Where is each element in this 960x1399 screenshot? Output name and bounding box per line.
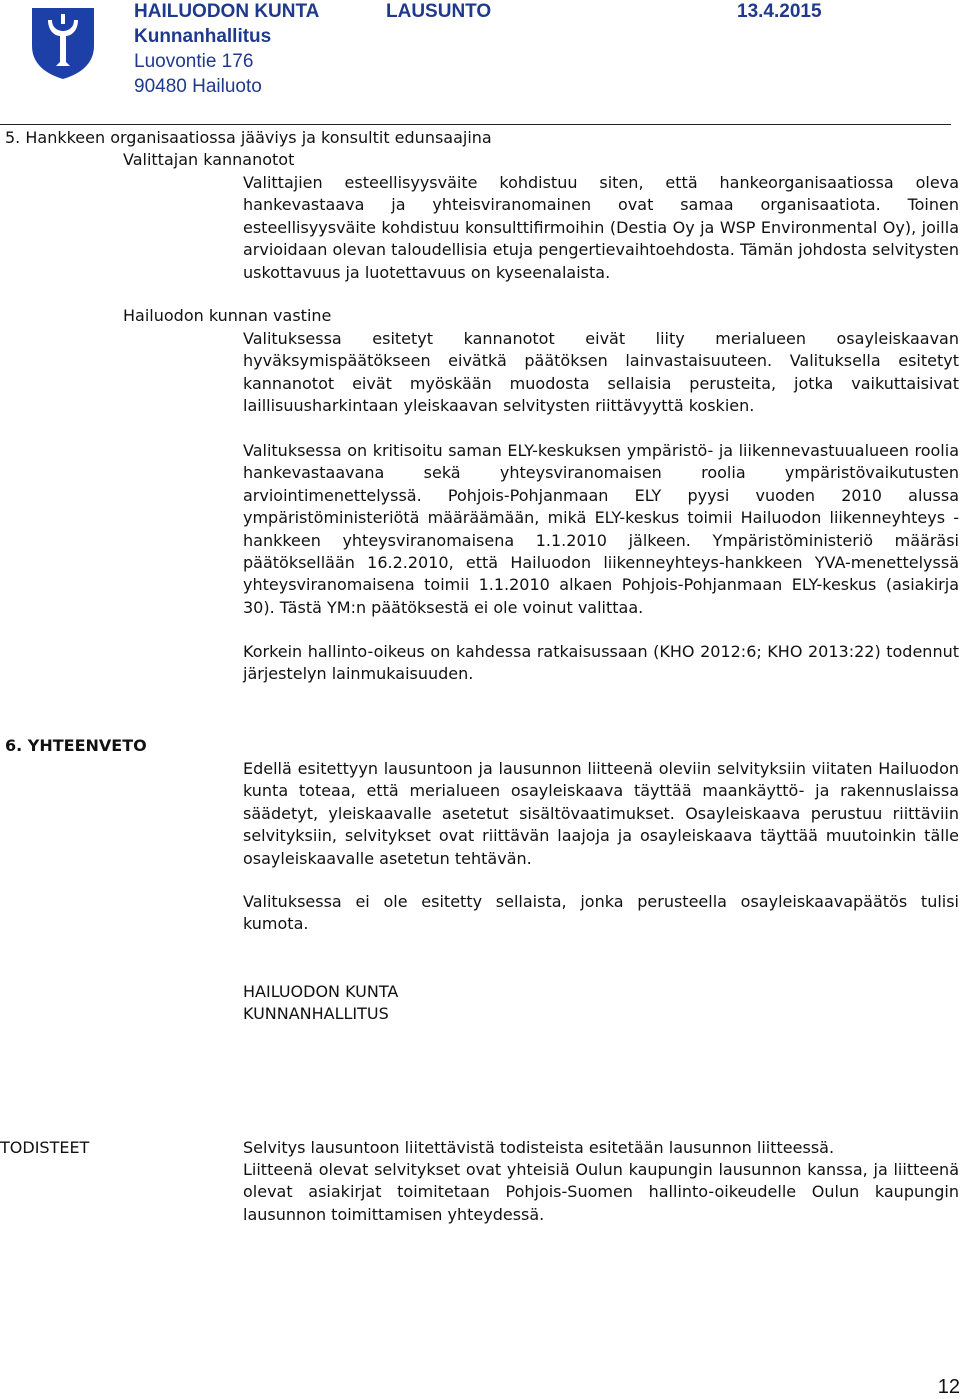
header-divider [0,124,951,125]
page-number: 12 [937,1376,960,1398]
appellant-views-subheading: Valittajan kannanotot [123,150,295,169]
evidence-label: TODISTEET [0,1138,90,1157]
header-date: 13.4.2015 [737,1,822,22]
section-6-heading: 6. YHTEENVETO [5,736,147,755]
appellant-claim-paragraph: Valittajien esteellisyysväite kohdistuu siten, että hankeorganisaatiossa oleva hankevastaava ja yhteisviranomainen ovat samaa organisaatiota. Toinen esteellisyysväite kohdistuu konsulttifirmoihin (Destia Oy ja WSP Environmental Oy), joilla arvioidaan olevan taloudellisia etuja pengertievaihtoehdosta. Tämän johdosta selvitysten uskottavuus ja luotettavuus on kyseenalaista. [243,173,959,282]
summary-paragraph-2: Valituksessa ei ole esitetty sellaista, jonka perusteella osayleiskaavapäätös tulisi kumota. [243,892,959,934]
evidence-paragraph: Liitteenä olevat selvitykset ovat yhteisiä Oulun kaupungin lausunnon kanssa, ja liitteenä olevat asiakirjat toimitetaan Pohjois-Suomen hallinto-oikeudelle Oulun kaupungin lausunnon toimittamisen yhteydessä. [243,1160,959,1224]
header-street-address: Luovontie 176 [134,51,254,72]
signature-organization: HAILUODON KUNTA [243,982,399,1001]
municipal-coat-of-arms-icon [30,6,96,80]
header-postal-address: 90480 Hailuoto [134,76,262,97]
header-document-type: LAUSUNTO [386,1,492,22]
evidence-line-1: Selvitys lausuntoon liitettävistä todisteista esitetään lausunnon liitteessä. [243,1138,835,1157]
header-board: Kunnanhallitus [134,26,272,47]
municipality-response-heading: Hailuodon kunnan vastine [123,306,332,325]
response-paragraph-1: Valituksessa esitetyt kannanotot eivät liity merialueen osayleiskaavan hyväksymispäätökseen eivätkä päätöksen lainvastaisuuteen. Valituksella esitetyt kannanotot eivät myöskään muodosta sellaisia perusteita, jotka vaikuttaisivat laillisuusharkintaan yleiskaavan selvitysten riittävyyttä koskien. [243,329,959,416]
summary-paragraph-1: Edellä esitettyyn lausuntoon ja lausunnon liitteenä oleviin selvityksiin viitaten Hailuodon kunta toteaa, että merialueen osayleiskaava täyttää maankäyttö- ja rakennuslaissa säädetyt, yleiskaavalle asetetut sisältövaatimukset. Osayleiskaava perustuu riittäviin selvityksiin, selvitykset ovat riittävän laajoja ja osayleiskaava täyttää muutoinkin tälle osayleiskaavalle asetetun tehtävän. [243,759,959,868]
signature-board: KUNNANHALLITUS [243,1004,389,1023]
section-5-heading: 5. Hankkeen organisaatiossa jääviys ja konsultit edunsaajina [5,128,492,147]
response-paragraph-2: Valituksessa on kritisoitu saman ELY-keskuksen ympäristö- ja liikennevastuualueen roolia hankevastaavana sekä yhteysviranomaisen roolia ympäristövaikutusten arviointimenettelyssä. Pohjois-Pohjanmaan ELY pyysi vuoden 2010 alussa ympäristöministeriötä määräämään, mikä ELY-keskus toimii Hailuodon liikenneyhteys -hankkeen yhteysviranomaisena 1.1.2010 jälkeen. Ympäristöministeriö määräsi päätöksellään 16.2.2010, että Hailuodon liikenneyhteys-hankkeen YVA-menettelyssä yhteysviranomaisena toimii 1.1.2010 alkaen Pohjois-Pohjanmaan ELY-keskus (asiakirja 30). Tästä YM:n päätöksestä ei ole voinut valittaa. [243,441,959,617]
header-organization: HAILUODON KUNTA [134,1,320,22]
response-paragraph-3: Korkein hallinto-oikeus on kahdessa ratkaisussaan (KHO 2012:6; KHO 2013:22) todennut järjestelyn lainmukaisuuden. [243,642,959,684]
